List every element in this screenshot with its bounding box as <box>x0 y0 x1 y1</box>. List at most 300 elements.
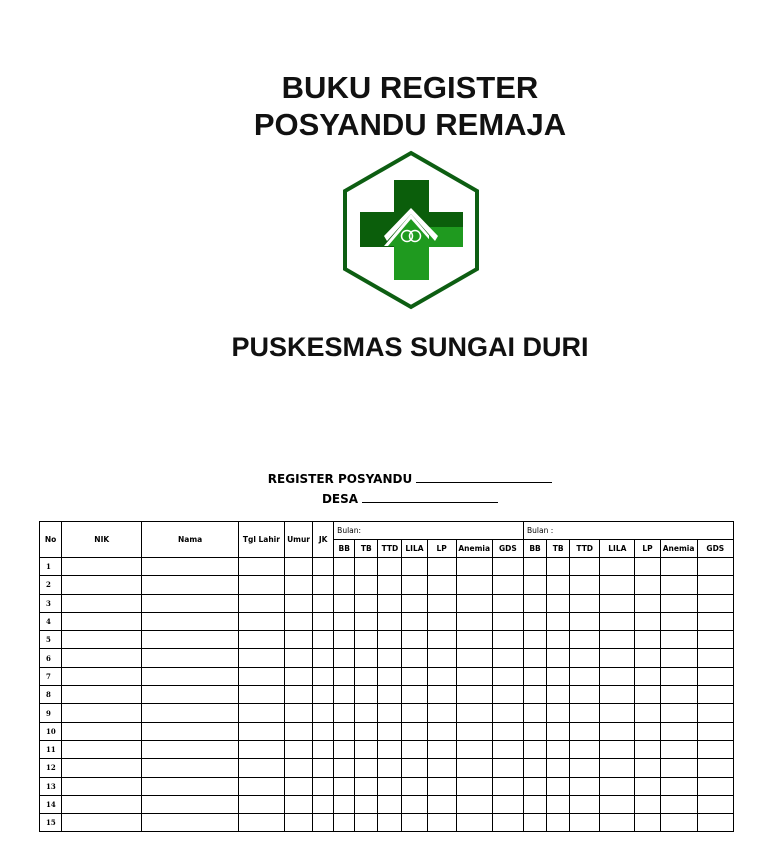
table-cell[interactable] <box>523 759 546 777</box>
table-cell[interactable] <box>523 667 546 685</box>
table-cell[interactable] <box>402 795 427 813</box>
table-cell[interactable] <box>378 649 402 667</box>
table-cell[interactable] <box>600 795 635 813</box>
desa-blank-field[interactable] <box>362 491 498 503</box>
table-cell[interactable] <box>313 704 334 722</box>
table-cell[interactable] <box>600 649 635 667</box>
table-cell[interactable] <box>600 667 635 685</box>
table-cell[interactable] <box>334 667 355 685</box>
table-cell[interactable] <box>635 558 660 576</box>
table-cell[interactable] <box>660 612 697 630</box>
table-cell[interactable] <box>635 686 660 704</box>
table-cell[interactable] <box>313 667 334 685</box>
table-cell[interactable] <box>697 612 733 630</box>
table-cell[interactable] <box>378 722 402 740</box>
table-cell[interactable] <box>402 612 427 630</box>
table-cell[interactable] <box>427 686 456 704</box>
table-cell[interactable] <box>62 814 142 832</box>
table-cell[interactable] <box>456 740 492 758</box>
table-cell[interactable] <box>547 704 570 722</box>
table-cell[interactable] <box>523 795 546 813</box>
table-cell[interactable] <box>492 612 523 630</box>
table-cell[interactable] <box>427 795 456 813</box>
table-cell[interactable] <box>334 649 355 667</box>
table-cell[interactable] <box>635 722 660 740</box>
subcol-header: GDS <box>697 540 733 558</box>
table-cell[interactable] <box>523 631 546 649</box>
table-cell[interactable] <box>492 722 523 740</box>
table-cell[interactable] <box>523 594 546 612</box>
table-cell[interactable] <box>284 649 312 667</box>
table-cell[interactable] <box>142 558 238 576</box>
table-cell[interactable] <box>635 777 660 795</box>
table-cell[interactable] <box>238 612 284 630</box>
table-cell[interactable] <box>660 558 697 576</box>
table-cell[interactable] <box>62 667 142 685</box>
table-cell[interactable] <box>313 722 334 740</box>
table-cell[interactable] <box>62 686 142 704</box>
table-cell[interactable] <box>334 576 355 594</box>
table-cell[interactable] <box>456 686 492 704</box>
table-cell[interactable] <box>427 631 456 649</box>
row-number: 3 <box>40 594 62 612</box>
table-cell[interactable] <box>284 558 312 576</box>
table-cell[interactable] <box>600 814 635 832</box>
table-cell[interactable] <box>142 722 238 740</box>
table-cell[interactable] <box>492 649 523 667</box>
table-cell[interactable] <box>313 612 334 630</box>
table-cell[interactable] <box>402 649 427 667</box>
row-number: 13 <box>40 777 62 795</box>
table-cell[interactable] <box>334 558 355 576</box>
table-cell[interactable] <box>492 558 523 576</box>
table-cell[interactable] <box>378 558 402 576</box>
table-cell[interactable] <box>697 667 733 685</box>
table-cell[interactable] <box>142 777 238 795</box>
table-cell[interactable] <box>635 740 660 758</box>
table-cell[interactable] <box>378 686 402 704</box>
table-cell[interactable] <box>355 759 378 777</box>
posyandu-blank-field[interactable] <box>416 471 552 483</box>
table-cell[interactable] <box>62 558 142 576</box>
table-cell[interactable] <box>570 576 600 594</box>
table-cell[interactable] <box>697 704 733 722</box>
table-cell[interactable] <box>313 814 334 832</box>
table-cell[interactable] <box>334 722 355 740</box>
table-cell[interactable] <box>402 686 427 704</box>
table-cell[interactable] <box>427 667 456 685</box>
table-cell[interactable] <box>570 686 600 704</box>
table-cell[interactable] <box>313 558 334 576</box>
table-cell[interactable] <box>62 631 142 649</box>
table-cell[interactable] <box>547 594 570 612</box>
table-cell[interactable] <box>238 576 284 594</box>
table-cell[interactable] <box>355 558 378 576</box>
table-cell[interactable] <box>523 777 546 795</box>
table-cell[interactable] <box>523 649 546 667</box>
table-cell[interactable] <box>355 814 378 832</box>
table-cell[interactable] <box>547 686 570 704</box>
table-cell[interactable] <box>142 814 238 832</box>
table-cell[interactable] <box>142 649 238 667</box>
table-cell[interactable] <box>284 686 312 704</box>
table-cell[interactable] <box>284 631 312 649</box>
table-row <box>40 558 734 576</box>
table-cell[interactable] <box>313 631 334 649</box>
table-cell[interactable] <box>523 722 546 740</box>
table-cell[interactable] <box>313 686 334 704</box>
table-cell[interactable] <box>62 722 142 740</box>
table-cell[interactable] <box>697 686 733 704</box>
table-cell[interactable] <box>238 740 284 758</box>
table-cell[interactable] <box>313 594 334 612</box>
table-cell[interactable] <box>697 777 733 795</box>
table-cell[interactable] <box>378 704 402 722</box>
table-cell[interactable] <box>355 667 378 685</box>
table-cell[interactable] <box>355 686 378 704</box>
table-row <box>40 722 734 740</box>
table-cell[interactable] <box>284 814 312 832</box>
table-cell[interactable] <box>547 649 570 667</box>
table-cell[interactable] <box>334 795 355 813</box>
table-cell[interactable] <box>355 795 378 813</box>
table-cell[interactable] <box>402 722 427 740</box>
table-cell[interactable] <box>378 576 402 594</box>
table-cell[interactable] <box>697 594 733 612</box>
table-cell[interactable] <box>284 722 312 740</box>
table-cell[interactable] <box>402 814 427 832</box>
table-cell[interactable] <box>142 740 238 758</box>
table-cell[interactable] <box>284 704 312 722</box>
table-cell[interactable] <box>62 576 142 594</box>
table-cell[interactable] <box>570 667 600 685</box>
table-cell[interactable] <box>355 631 378 649</box>
table-cell[interactable] <box>492 814 523 832</box>
table-cell[interactable] <box>492 594 523 612</box>
table-cell[interactable] <box>660 594 697 612</box>
table-cell[interactable] <box>334 777 355 795</box>
table-cell[interactable] <box>600 612 635 630</box>
table-cell[interactable] <box>492 740 523 758</box>
table-cell[interactable] <box>427 649 456 667</box>
table-cell[interactable] <box>570 558 600 576</box>
table-cell[interactable] <box>456 814 492 832</box>
table-cell[interactable] <box>635 631 660 649</box>
table-cell[interactable] <box>660 722 697 740</box>
table-cell[interactable] <box>427 576 456 594</box>
table-cell[interactable] <box>313 576 334 594</box>
table-cell[interactable] <box>355 740 378 758</box>
table-cell[interactable] <box>492 795 523 813</box>
table-cell[interactable] <box>635 704 660 722</box>
table-cell[interactable] <box>378 667 402 685</box>
table-cell[interactable] <box>456 631 492 649</box>
table-cell[interactable] <box>547 777 570 795</box>
table-row <box>40 631 734 649</box>
table-cell[interactable] <box>547 667 570 685</box>
table-cell[interactable] <box>427 759 456 777</box>
table-cell[interactable] <box>284 740 312 758</box>
table-cell[interactable] <box>334 814 355 832</box>
table-cell[interactable] <box>355 576 378 594</box>
table-cell[interactable] <box>402 576 427 594</box>
subcol-header: TB <box>355 540 378 558</box>
table-cell[interactable] <box>523 814 546 832</box>
table-cell[interactable] <box>697 631 733 649</box>
table-cell[interactable] <box>697 759 733 777</box>
table-cell[interactable] <box>427 814 456 832</box>
table-cell[interactable] <box>600 686 635 704</box>
table-cell[interactable] <box>635 576 660 594</box>
table-cell[interactable] <box>378 740 402 758</box>
table-cell[interactable] <box>456 649 492 667</box>
table-cell[interactable] <box>600 722 635 740</box>
table-cell[interactable] <box>334 740 355 758</box>
table-cell[interactable] <box>547 795 570 813</box>
table-cell[interactable] <box>238 722 284 740</box>
table-cell[interactable] <box>238 795 284 813</box>
table-cell[interactable] <box>547 631 570 649</box>
table-cell[interactable] <box>313 740 334 758</box>
table-cell[interactable] <box>697 814 733 832</box>
table-cell[interactable] <box>238 777 284 795</box>
table-cell[interactable] <box>284 777 312 795</box>
table-cell[interactable] <box>62 612 142 630</box>
table-cell[interactable] <box>697 722 733 740</box>
table-cell[interactable] <box>570 759 600 777</box>
table-cell[interactable] <box>523 576 546 594</box>
table-cell[interactable] <box>142 631 238 649</box>
table-cell[interactable] <box>313 649 334 667</box>
table-cell[interactable] <box>402 631 427 649</box>
table-cell[interactable] <box>142 576 238 594</box>
table-cell[interactable] <box>378 594 402 612</box>
table-cell[interactable] <box>635 759 660 777</box>
table-cell[interactable] <box>427 558 456 576</box>
table-cell[interactable] <box>427 594 456 612</box>
table-cell[interactable] <box>635 594 660 612</box>
table-cell[interactable] <box>142 667 238 685</box>
table-cell[interactable] <box>660 667 697 685</box>
table-cell[interactable] <box>402 740 427 758</box>
table-cell[interactable] <box>284 759 312 777</box>
table-cell[interactable] <box>142 795 238 813</box>
table-cell[interactable] <box>547 740 570 758</box>
table-cell[interactable] <box>697 649 733 667</box>
table-cell[interactable] <box>456 704 492 722</box>
table-cell[interactable] <box>492 631 523 649</box>
table-cell[interactable] <box>402 704 427 722</box>
table-cell[interactable] <box>284 612 312 630</box>
table-cell[interactable] <box>570 704 600 722</box>
table-cell[interactable] <box>427 740 456 758</box>
table-row <box>40 759 734 777</box>
table-cell[interactable] <box>284 576 312 594</box>
table-cell[interactable] <box>660 777 697 795</box>
table-cell[interactable] <box>378 795 402 813</box>
table-cell[interactable] <box>523 704 546 722</box>
table-cell[interactable] <box>142 759 238 777</box>
table-cell[interactable] <box>660 649 697 667</box>
table-cell[interactable] <box>600 558 635 576</box>
table-cell[interactable] <box>697 558 733 576</box>
table-cell[interactable] <box>660 576 697 594</box>
table-cell[interactable] <box>547 576 570 594</box>
table-cell[interactable] <box>238 558 284 576</box>
table-cell[interactable] <box>284 795 312 813</box>
table-cell[interactable] <box>62 777 142 795</box>
table-cell[interactable] <box>600 631 635 649</box>
table-cell[interactable] <box>313 759 334 777</box>
table-cell[interactable] <box>238 686 284 704</box>
table-cell[interactable] <box>378 612 402 630</box>
table-cell[interactable] <box>334 612 355 630</box>
table-cell[interactable] <box>378 759 402 777</box>
table-cell[interactable] <box>62 594 142 612</box>
table-cell[interactable] <box>456 594 492 612</box>
table-cell[interactable] <box>547 759 570 777</box>
table-cell[interactable] <box>600 740 635 758</box>
table-cell[interactable] <box>142 704 238 722</box>
table-cell[interactable] <box>635 649 660 667</box>
table-cell[interactable] <box>334 631 355 649</box>
table-cell[interactable] <box>238 759 284 777</box>
subcol-header: LILA <box>402 540 427 558</box>
table-cell[interactable] <box>697 795 733 813</box>
table-cell[interactable] <box>570 612 600 630</box>
table-cell[interactable] <box>660 814 697 832</box>
table-cell[interactable] <box>355 777 378 795</box>
table-cell[interactable] <box>378 814 402 832</box>
table-cell[interactable] <box>334 594 355 612</box>
row-number: 10 <box>40 722 62 740</box>
table-cell[interactable] <box>635 814 660 832</box>
table-cell[interactable] <box>570 722 600 740</box>
table-cell[interactable] <box>378 631 402 649</box>
table-cell[interactable] <box>547 722 570 740</box>
table-cell[interactable] <box>635 667 660 685</box>
table-cell[interactable] <box>238 649 284 667</box>
table-cell[interactable] <box>142 612 238 630</box>
table-cell[interactable] <box>456 612 492 630</box>
table-cell[interactable] <box>635 795 660 813</box>
table-cell[interactable] <box>402 759 427 777</box>
table-cell[interactable] <box>570 795 600 813</box>
table-cell[interactable] <box>402 667 427 685</box>
table-cell[interactable] <box>355 612 378 630</box>
table-cell[interactable] <box>402 594 427 612</box>
table-cell[interactable] <box>547 612 570 630</box>
table-cell[interactable] <box>660 704 697 722</box>
table-cell[interactable] <box>378 777 402 795</box>
table-cell[interactable] <box>660 740 697 758</box>
table-cell[interactable] <box>62 795 142 813</box>
row-number: 1 <box>40 558 62 576</box>
table-cell[interactable] <box>492 777 523 795</box>
table-cell[interactable] <box>284 594 312 612</box>
table-cell[interactable] <box>62 759 142 777</box>
table-cell[interactable] <box>334 759 355 777</box>
table-cell[interactable] <box>660 795 697 813</box>
table-cell[interactable] <box>456 795 492 813</box>
table-cell[interactable] <box>402 558 427 576</box>
table-cell[interactable] <box>492 704 523 722</box>
table-cell[interactable] <box>142 686 238 704</box>
table-cell[interactable] <box>355 722 378 740</box>
table-cell[interactable] <box>355 594 378 612</box>
table-cell[interactable] <box>62 649 142 667</box>
table-cell[interactable] <box>697 576 733 594</box>
table-cell[interactable] <box>456 558 492 576</box>
table-cell[interactable] <box>492 759 523 777</box>
table-cell[interactable] <box>660 759 697 777</box>
table-cell[interactable] <box>570 631 600 649</box>
table-cell[interactable] <box>284 667 312 685</box>
table-cell[interactable] <box>427 704 456 722</box>
table-cell[interactable] <box>660 631 697 649</box>
table-cell[interactable] <box>600 704 635 722</box>
table-cell[interactable] <box>456 722 492 740</box>
table-cell[interactable] <box>523 612 546 630</box>
table-cell[interactable] <box>355 704 378 722</box>
table-cell[interactable] <box>313 777 334 795</box>
table-cell[interactable] <box>456 759 492 777</box>
table-cell[interactable] <box>427 612 456 630</box>
table-cell[interactable] <box>456 667 492 685</box>
table-cell[interactable] <box>523 686 546 704</box>
table-cell[interactable] <box>635 612 660 630</box>
table-cell[interactable] <box>492 686 523 704</box>
row-number: 6 <box>40 649 62 667</box>
table-cell[interactable] <box>402 777 427 795</box>
table-cell[interactable] <box>570 777 600 795</box>
table-cell[interactable] <box>142 594 238 612</box>
table-cell[interactable] <box>492 667 523 685</box>
table-cell[interactable] <box>334 704 355 722</box>
table-cell[interactable] <box>600 759 635 777</box>
table-cell[interactable] <box>355 649 378 667</box>
table-cell[interactable] <box>427 722 456 740</box>
table-cell[interactable] <box>456 576 492 594</box>
table-cell[interactable] <box>238 594 284 612</box>
table-cell[interactable] <box>238 667 284 685</box>
table-cell[interactable] <box>547 558 570 576</box>
table-cell[interactable] <box>523 740 546 758</box>
table-cell[interactable] <box>238 704 284 722</box>
table-cell[interactable] <box>523 558 546 576</box>
table-cell[interactable] <box>600 777 635 795</box>
table-cell[interactable] <box>570 740 600 758</box>
table-cell[interactable] <box>660 686 697 704</box>
table-cell[interactable] <box>492 576 523 594</box>
table-cell[interactable] <box>570 814 600 832</box>
table-cell[interactable] <box>313 795 334 813</box>
table-cell[interactable] <box>456 777 492 795</box>
table-cell[interactable] <box>600 576 635 594</box>
table-cell[interactable] <box>334 686 355 704</box>
table-cell[interactable] <box>570 594 600 612</box>
table-cell[interactable] <box>547 814 570 832</box>
subcol-header: BB <box>334 540 355 558</box>
table-cell[interactable] <box>238 814 284 832</box>
table-cell[interactable] <box>62 704 142 722</box>
table-cell[interactable] <box>570 649 600 667</box>
table-cell[interactable] <box>62 740 142 758</box>
table-cell[interactable] <box>427 777 456 795</box>
table-cell[interactable] <box>600 594 635 612</box>
table-cell[interactable] <box>697 740 733 758</box>
table-cell[interactable] <box>238 631 284 649</box>
